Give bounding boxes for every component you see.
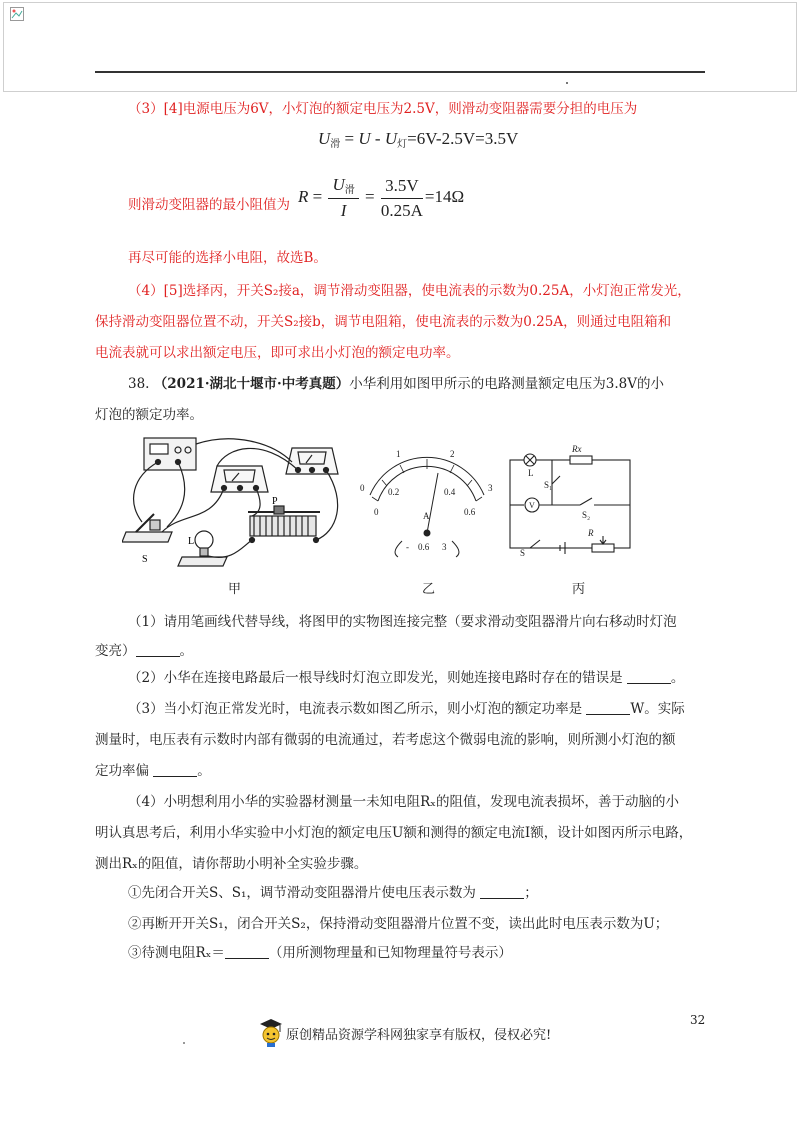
sub-question-3-line-2: 测量时，电压表有示数时内部有微弱的电流通过，若考虑这个微弱电流的影响，则所测小灯泡的额 — [95, 732, 676, 748]
step-1: ①先闭合开关S、S₁，调节滑动变阻器滑片使电压表示数为 ； — [128, 885, 538, 901]
copyright-footer: 原创精品资源学科网独家享有版权，侵权必究! — [286, 1028, 552, 1043]
answer-4-line-1: （4）[5]选择丙，开关S₂接a，调节滑动变阻器，使电流表的示数为0.25A，小灯泡正常发光， — [128, 283, 691, 299]
dial-top-tick-3: 3 — [488, 483, 493, 493]
header-dot — [566, 82, 568, 84]
header-rule — [95, 71, 705, 73]
question-38-line-1: 38. （2021·湖北十堰市·中考真题）小华利用如图甲所示的电路测量额定电压为3.8V的小 — [128, 376, 664, 392]
figure-label-bing: 丙 — [572, 582, 586, 597]
figure-label-yi: 乙 — [422, 582, 436, 597]
equation-min-resistance: R = $\frac{U_滑}{I}$ = $\frac{3.5V}{0.25A}$ =14Ω — [298, 175, 465, 220]
dial-bottom-tick-2: 0.4 — [444, 487, 456, 497]
step-3: ③待测电阻Rₓ＝ （用所测物理量和已知物理量符号表示） — [128, 945, 512, 961]
broken-image-icon — [10, 7, 24, 21]
answer-3-line-3: 再尽可能的选择小电阻，故选B。 — [128, 250, 327, 266]
sub-question-4-line-1: （4）小明想利用小华的实验器材测量一未知电阻Rₓ的阻值，发现电流表损坏，善于动脑的小 — [128, 794, 679, 810]
label-p: P — [272, 496, 278, 507]
footer-dot — [183, 1042, 185, 1044]
bing-label-l: L — [528, 468, 534, 478]
sub-question-4-line-2: 明认真思考后，利用小华实验中小灯泡的额定电压U额和测得的额定电流I额，设计如图丙所示电路， — [95, 825, 693, 841]
bing-label-r: R — [588, 528, 594, 538]
sub-question-3-line-1: （3）当小灯泡正常发光时，电流表示数如图乙所示，则小灯泡的额定功率是 W。实际 — [128, 701, 685, 717]
answer-3-line-1: （3）[4]电源电压为6V，小灯泡的额定电压为2.5V，则滑动变阻器需要分担的电压为 — [128, 101, 638, 117]
dial-top-tick-0: 0 — [360, 483, 365, 493]
bing-label-v: V — [529, 501, 535, 510]
answer-blank-step3[interactable] — [225, 946, 269, 959]
sub-question-3-line-3: 定功率偏 。 — [95, 763, 211, 779]
dial-terminal-minus: - — [406, 542, 409, 552]
figure-yi-ammeter-dial — [352, 445, 502, 560]
dial-top-tick-1: 1 — [396, 449, 401, 459]
bing-label-s1: S₁ — [544, 480, 553, 490]
answer-3-line-2: 则滑动变阻器的最小阻值为 — [128, 197, 290, 213]
header-frame — [3, 2, 797, 92]
bing-label-rx: Rx — [572, 444, 582, 454]
question-38-line-2: 灯泡的额定功率。 — [95, 407, 203, 423]
dial-bottom-tick-0: 0 — [374, 507, 379, 517]
answer-blank-1[interactable] — [136, 644, 180, 657]
sub-question-4-line-3: 测出Rₓ的阻值，请你帮助小明补全实验步骤。 — [95, 856, 368, 872]
dial-unit: A — [423, 511, 430, 521]
sub-question-1-line-1: （1）请用笔画线代替导线，将图甲的实物图连接完整（要求滑动变阻器滑片向右移动时灯泡 — [128, 614, 677, 630]
label-l: L — [188, 536, 195, 547]
answer-4-line-2: 保持滑动变阻器位置不动，开关S₂接b，调节电阻箱，使电流表的示数为0.25A，则通过电阻箱和 — [95, 314, 672, 330]
figure-bing-circuit — [500, 440, 640, 560]
bing-label-s: S — [520, 548, 526, 558]
figure-jia-apparatus — [122, 432, 352, 582]
page-number: 32 — [690, 1013, 706, 1027]
sub-question-2: （2）小华在连接电路最后一根导线时灯泡立即发光，则她连接电路时存在的错误是 。 — [128, 670, 685, 686]
answer-blank-2[interactable] — [627, 671, 671, 684]
bing-label-s2: S₂ — [582, 510, 591, 520]
mascot-logo-icon — [258, 1016, 284, 1048]
figure-label-jia: 甲 — [228, 582, 242, 597]
answer-blank-3b[interactable] — [153, 764, 197, 777]
dial-terminal-06: 0.6 — [418, 542, 430, 552]
dial-terminal-3: 3 — [442, 542, 447, 552]
dial-bottom-tick-1: 0.2 — [388, 487, 400, 497]
answer-blank-3a[interactable] — [586, 702, 630, 715]
answer-blank-step1[interactable] — [480, 886, 524, 899]
equation-slide-voltage: $U_滑 = U - U_灯=6V-2.5V=3.5V$ — [318, 129, 519, 150]
step-2: ②再断开开关S₁，闭合开关S₂，保持滑动变阻器滑片位置不变，读出此时电压表示数为U； — [128, 916, 669, 932]
sub-question-1-line-2: 变亮） 。 — [95, 643, 193, 659]
label-s: S — [142, 554, 148, 565]
dial-top-tick-2: 2 — [450, 449, 455, 459]
answer-4-line-3: 电流表就可以求出额定电压，即可求出小灯泡的额定电功率。 — [95, 345, 460, 361]
dial-bottom-tick-3: 0.6 — [464, 507, 476, 517]
